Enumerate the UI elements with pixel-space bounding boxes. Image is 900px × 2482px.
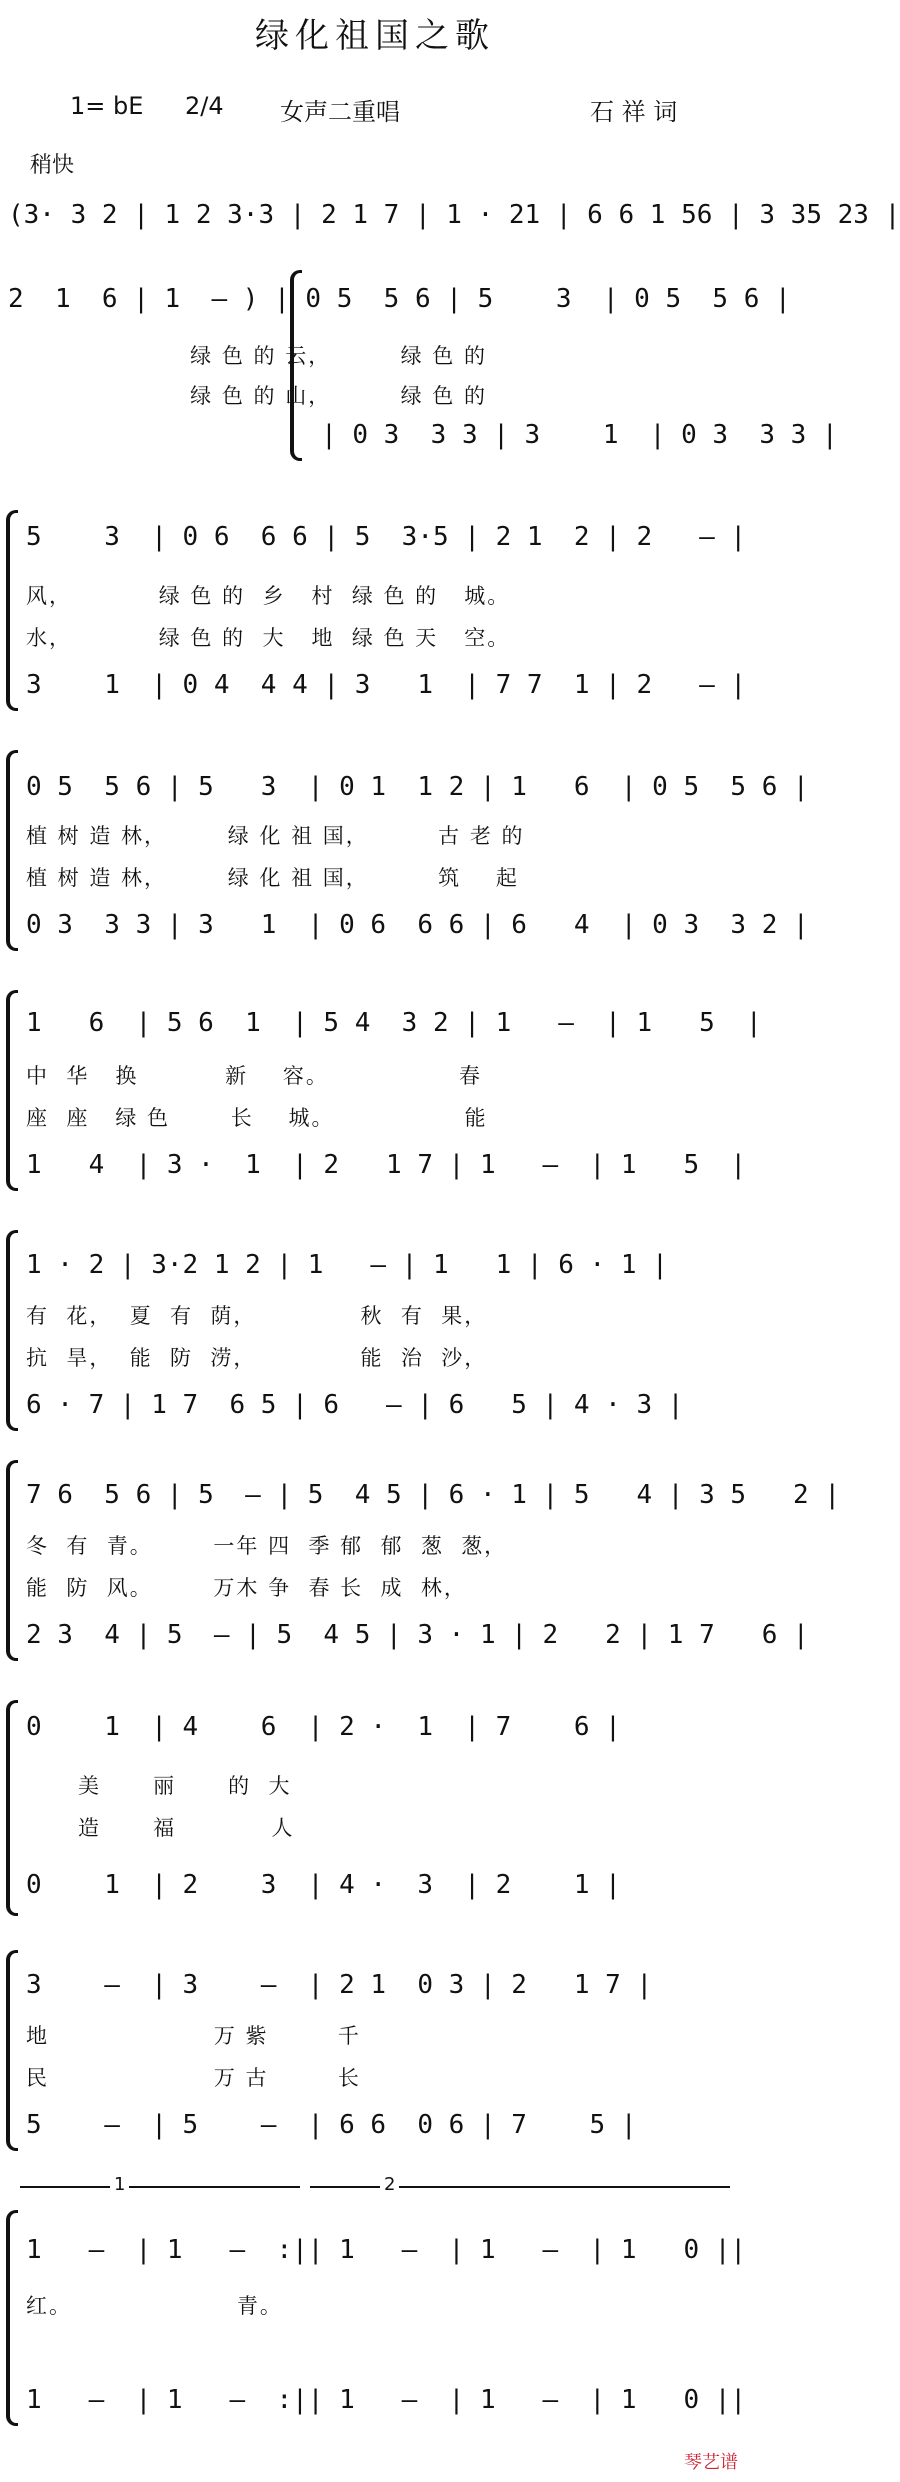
notation-line-upper: 1 — | 1 — :|| 1 — | 1 — | 1 0 || — [26, 2235, 747, 2265]
song-title: 绿化祖国之歌 — [255, 16, 495, 56]
notation-line-upper: 3 — | 3 — | 2 1 0 3 | 2 1 7 | — [26, 1970, 653, 2000]
performance-type: 女声二重唱 — [280, 98, 400, 126]
notation-line-lower: 1 — | 1 — :|| 1 — | 1 — | 1 0 || — [26, 2385, 747, 2415]
lyric-line-1: 地 万 紫 千 — [26, 2024, 361, 2048]
lyric-line-1: 风， 绿 色 的 乡 村 绿 色 的 城。 — [26, 584, 511, 608]
notation-line-upper: 0 5 5 6 | 5 3 | 0 1 1 2 | 1 6 | 0 5 5 6 | — [26, 772, 809, 802]
staff-brace — [6, 750, 18, 951]
notation-line-lower: 1 4 | 3 · 1 | 2 1 7 | 1 — | 1 5 | — [26, 1150, 747, 1180]
notation-line-upper: 1 6 | 5 6 1 | 5 4 3 2 | 1 — | 1 5 | — [26, 1008, 762, 1038]
lyric-line-1: 绿 色 的 云， 绿 色 的 — [8, 344, 487, 368]
notation-line-lower: 6 · 7 | 1 7 6 5 | 6 — | 6 5 | 4 · 3 | — [26, 1390, 684, 1420]
notation-line-lower: | 0 3 3 3 | 3 1 | 0 3 3 3 | — [8, 420, 838, 450]
score-system — [0, 510, 750, 710]
notation-line-upper: (3· 3 2 | 1 2 3·3 | 2 1 7 | 1 · 21 | 6 6 1 56 | 3 35 23 | — [8, 200, 900, 230]
notation-line-lower: 0 1 | 2 3 | 4 · 3 | 2 1 | — [26, 1870, 621, 1900]
lyric-line-2: 植 树 造 林， 绿 化 祖 国， 筑 起 — [26, 866, 519, 890]
lyric-line-1: 冬 有 青。 一年 四 季 郁 郁 葱 葱， — [26, 1534, 508, 1558]
score-system — [0, 1230, 750, 1430]
notation-line-upper: 5 3 | 0 6 6 6 | 5 3·5 | 2 1 2 | 2 — | — [26, 522, 747, 552]
score-system — [0, 1950, 750, 2150]
notation-line-lower: 3 1 | 0 4 4 4 | 3 1 | 7 7 1 | 2 — | — [26, 670, 747, 700]
lyric-line-2: 能 防 风。 万木 争 春 长 成 林， — [26, 1576, 467, 1600]
staff-brace — [6, 1700, 18, 1916]
lyric-line-1: 中 华 换 新 容。 春 — [26, 1064, 482, 1088]
lyric-line-1: 美 丽 的 大 — [26, 1774, 292, 1798]
lyric-line-2: 水， 绿 色 的 大 地 绿 色 天 空。 — [26, 626, 511, 650]
lyric-line-2: 抗 旱， 能 防 涝， 能 治 沙， — [26, 1346, 488, 1370]
volta-bracket-2 — [310, 2186, 730, 2188]
tempo-marking: 稍快 — [30, 153, 75, 178]
time-signature: 2/4 — [185, 92, 224, 120]
notation-line-lower: 5 — | 5 — | 6 6 0 6 | 7 5 | — [26, 2110, 637, 2140]
notation-line-lower: 2 3 4 | 5 — | 5 4 5 | 3 · 1 | 2 2 | 1 7 6 | — [26, 1620, 809, 1650]
staff-brace — [6, 510, 18, 711]
score-system — [0, 1700, 750, 1920]
staff-brace — [6, 1460, 18, 1661]
score-system — [0, 270, 838, 460]
notation-line-upper: 2 1 6 | 1 — ) | 0 5 5 6 | 5 3 | 0 5 5 6 | — [8, 284, 791, 314]
notation-line-lower: 0 3 3 3 | 3 1 | 0 6 6 6 | 6 4 | 0 3 3 2 | — [26, 910, 809, 940]
lyric-line-1: 有 花， 夏 有 荫， 秋 有 果， — [26, 1304, 488, 1328]
staff-brace — [6, 1230, 18, 1431]
lyric-line-2: 民 万 古 长 — [26, 2066, 361, 2090]
score-system — [0, 990, 762, 1190]
volta-number-1: 1 — [110, 2174, 129, 2195]
lyric-line-1: 植 树 造 林， 绿 化 祖 国， 古 老 的 — [26, 824, 525, 848]
lyric-line-1: 红。 青。 — [26, 2294, 283, 2318]
staff-brace — [6, 1950, 18, 2151]
volta-bracket-1 — [20, 2186, 300, 2188]
watermark-logo: 琴艺谱 — [684, 2452, 738, 2473]
notation-line-upper: 7 6 5 6 | 5 — | 5 4 5 | 6 · 1 | 5 4 | 3 5 2 | — [26, 1480, 840, 1510]
notation-line-upper: 1 · 2 | 3·2 1 2 | 1 — | 1 1 | 6 · 1 | — [26, 1250, 668, 1280]
lyric-line-2: 绿 色 的 山， 绿 色 的 — [8, 384, 487, 408]
lyric-line-2: 座 座 绿 色 长 城。 能 — [26, 1106, 488, 1130]
staff-brace — [6, 2210, 18, 2426]
score-system — [0, 1460, 840, 1660]
lyricist-credit: 石 祥 词 — [590, 98, 678, 126]
score-system-intro — [0, 190, 900, 250]
score-system-ending — [0, 2174, 750, 2450]
volta-number-2: 2 — [380, 2174, 399, 2195]
key-signature: 1= bE — [70, 92, 144, 120]
staff-brace — [6, 990, 18, 1191]
lyric-line-2: 造 福 人 — [26, 1816, 295, 1840]
score-system — [0, 750, 809, 950]
notation-line-upper: 0 1 | 4 6 | 2 · 1 | 7 6 | — [26, 1712, 621, 1742]
